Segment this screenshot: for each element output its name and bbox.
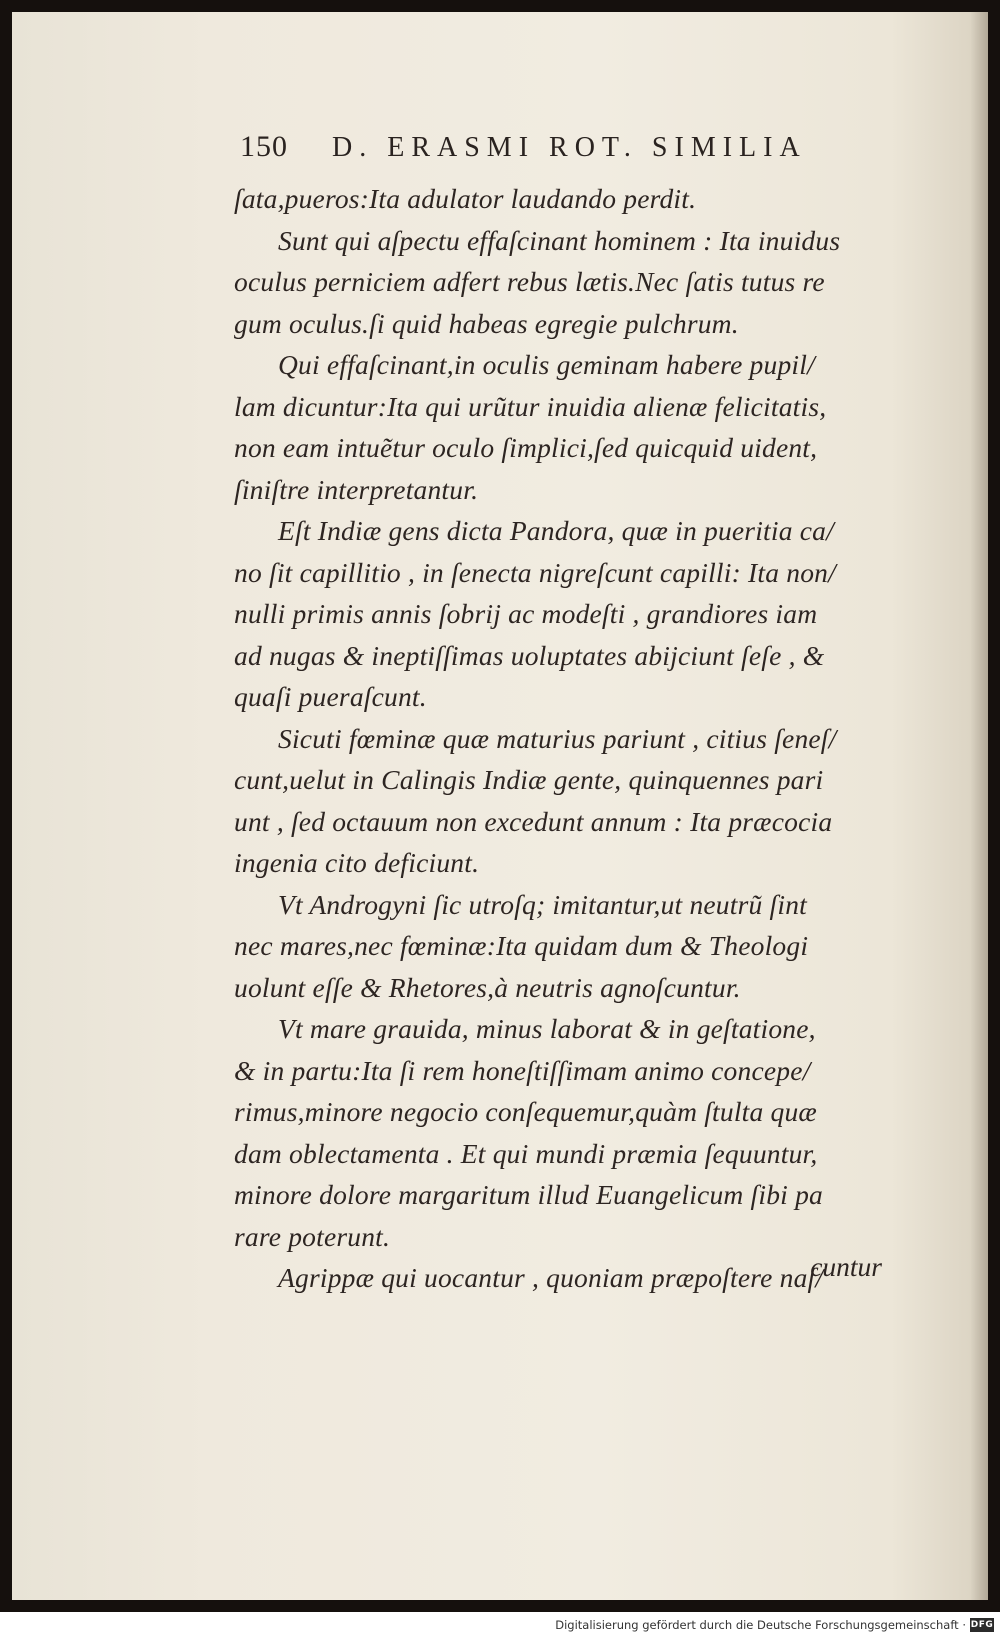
text-line: rimus,minore negocio conſequemur,quàm ſtulta quæ <box>234 1096 817 1127</box>
text-line: no ſit capillitio , in ſenecta nigreſcunt capilli: Ita non/ <box>234 556 836 588</box>
text-line: ſiniſtre interpretantur. <box>234 473 479 505</box>
text-line: Agrippæ qui uocantur , quoniam præpoſtere naſ/ <box>278 1262 824 1293</box>
dfg-logo-icon: DFG <box>970 1620 994 1630</box>
text-line: minore dolore margaritum illud Euangelicum ſibi pa <box>234 1179 823 1210</box>
text-line: & in partu:Ita ſi rem honeſtiſſimam animo concepe/ <box>234 1054 811 1086</box>
page-number: 150 <box>240 130 288 163</box>
funding-credit: Digitalisierung gefördert durch die Deutsche Forschungsgemeinschaft · <box>555 1618 966 1632</box>
running-head <box>240 124 880 168</box>
text-line: ſata,pueros:Ita adulator laudando perdit. <box>234 183 697 214</box>
text-line: dam oblectamenta . Et qui mundi præmia ſequuntur, <box>234 1137 818 1169</box>
text-line: gum oculus.ſi quid habeas egregie pulchrum. <box>234 307 739 339</box>
text-line: unt , ſed octauum non excedunt annum : Ita præcocia <box>234 805 833 837</box>
text-line: ad nugas & ineptiſſimas uoluptates abijciunt ſeſe , & <box>234 639 825 671</box>
text-line: nec mares,nec fœminæ:Ita quidam dum & Theologi <box>234 930 809 961</box>
text-line: cunt,uelut in Calingis Indiæ gente, quinquennes pari <box>234 764 824 795</box>
text-line: non eam intuẽtur oculo ſimplici,ſed quicquid uident, <box>234 432 818 463</box>
text-line: Vt Androgyni ſic utroſq; imitantur,ut neutrũ ſint <box>278 888 807 920</box>
body-text <box>234 178 894 1299</box>
text-line: Sunt qui aſpectu effaſcinant hominem : Ita inuidus <box>278 224 841 256</box>
text-line: nulli primis annis ſobrij ac modeſti , grandiores iam <box>234 598 818 629</box>
text-line: Eſt Indiæ gens dicta Pandora, quæ in pueritia ca/ <box>278 515 834 546</box>
text-line: oculus perniciem adfert rebus lætis.Nec ſatis tutus re <box>234 266 825 297</box>
digitization-footer <box>0 1612 1000 1640</box>
text-line: lam dicuntur:Ita qui urũtur inuidia alienæ felicitatis, <box>234 390 827 422</box>
book-page <box>12 12 988 1600</box>
running-title: D. ERASMI ROT. SIMILIA <box>332 132 807 163</box>
text-line: ingenia cito deficiunt. <box>234 847 480 878</box>
text-line: uolunt eſſe & Rhetores,à neutris agnoſcuntur. <box>234 971 741 1003</box>
text-line: rare poterunt. <box>234 1220 391 1252</box>
text-line: Vt mare grauida, minus laborat & in geſtatione, <box>278 1013 816 1044</box>
page-edge-shadow <box>970 12 988 1600</box>
catchword: cuntur <box>810 1251 882 1282</box>
text-line: Qui effaſcinant,in oculis geminam habere pupil/ <box>278 349 815 380</box>
text-line: quaſi pueraſcunt. <box>234 681 427 712</box>
text-line: Sicuti fœminæ quæ maturius pariunt , citius ſeneſ/ <box>278 722 837 754</box>
